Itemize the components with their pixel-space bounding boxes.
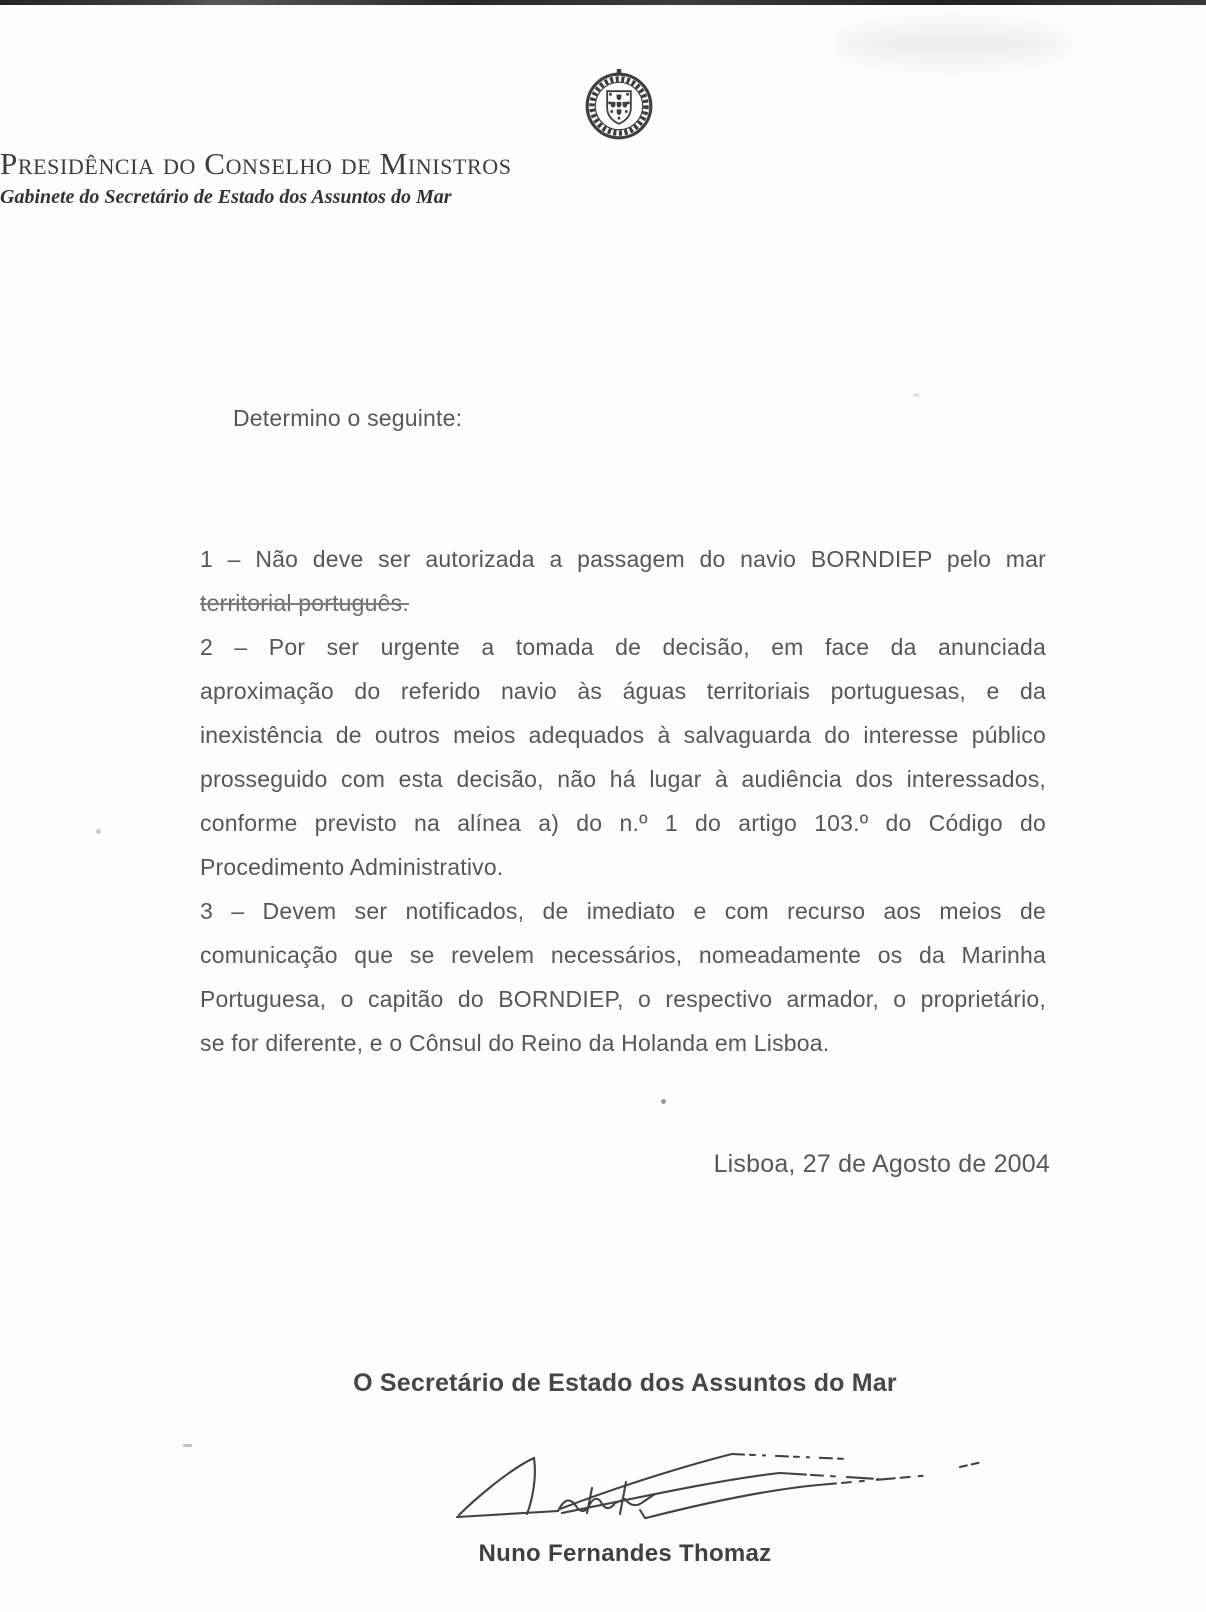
scan-smudge-artifact bbox=[838, 22, 1068, 66]
document-text-line: 3 – Devem ser notificados, de imediato e com recurso aos meios de bbox=[200, 898, 1046, 924]
signatory-name: Nuno Fernandes Thomaz bbox=[478, 1540, 772, 1567]
organization-title: Presidência do Conselho de Ministros bbox=[0, 146, 512, 181]
scan-speck bbox=[913, 393, 920, 397]
document-text-line: aproximação do referido navio às águas territoriais portuguesas, e da bbox=[200, 678, 1046, 704]
document-text-line: 2 – Por ser urgente a tomada de decisão, em face da anunciada bbox=[200, 634, 1046, 660]
portuguese-coat-of-arms-icon bbox=[582, 68, 656, 144]
signatory-office-title: O Secretário de Estado dos Assuntos do Mar bbox=[353, 1369, 897, 1397]
document-text-line: 1 – Não deve ser autorizada a passagem do navio BORNDIEP pelo mar bbox=[200, 546, 1046, 572]
document-text-line: conforme previsto na alínea a) do n.º 1 do artigo 103.º do Código do bbox=[200, 810, 1046, 836]
document-text-line: territorial português. bbox=[200, 590, 409, 616]
handwritten-signature bbox=[450, 1446, 995, 1526]
document-text-line: Portuguesa, o capitão do BORNDIEP, o respectivo armador, o proprietário, bbox=[200, 986, 1046, 1012]
document-text-line: prosseguido com esta decisão, não há lugar à audiência dos interessados, bbox=[200, 766, 1046, 792]
organization-subtitle: Gabinete do Secretário de Estado dos Assuntos do Mar bbox=[0, 186, 452, 208]
scan-speck bbox=[96, 829, 101, 834]
place-and-date: Lisboa, 27 de Agosto de 2004 bbox=[713, 1150, 1050, 1178]
paragraph-3 bbox=[200, 889, 1046, 1065]
document-text-line: Procedimento Administrativo. bbox=[200, 854, 504, 880]
scan-edge-artifact bbox=[0, 0, 1206, 5]
document-text-line: comunicação que se revelem necessários, nomeadamente os da Marinha bbox=[200, 942, 1046, 968]
scan-speck bbox=[183, 1444, 192, 1447]
paragraph-2 bbox=[200, 625, 1046, 889]
scan-speck bbox=[661, 1099, 666, 1104]
determination-intro: Determino o seguinte: bbox=[233, 405, 463, 431]
document-text-line: se for diferente, e o Cônsul do Reino da Holanda em Lisboa. bbox=[200, 1030, 830, 1056]
document-text-line: inexistência de outros meios adequados à salvaguarda do interesse público bbox=[200, 722, 1046, 748]
determination-paragraphs bbox=[200, 537, 1046, 1065]
paragraph-1 bbox=[200, 537, 1046, 625]
